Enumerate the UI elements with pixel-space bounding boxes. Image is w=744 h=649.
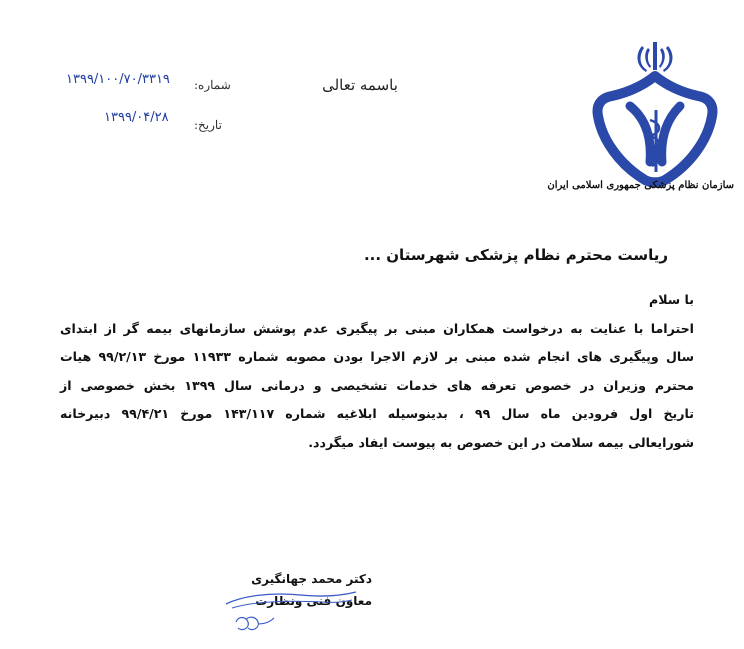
body-line: محترم وزیران در خصوص تعرفه های خدمات تشخیصی و درمانی سال ۱۳۹۹ بخش خصوصی از: [60, 377, 694, 393]
signatory-name: دکتر محمد جهانگیری: [251, 572, 372, 586]
number-value: ۱۳۹۹/۱۰۰/۷۰/۳۳۱۹: [66, 72, 170, 87]
body-line: سال وپیگیری های انجام شده مبنی بر لازم الاجرا بودن مصوبه شماره ۱۱۹۳۳ مورخ ۹۹/۲/۱۳ هیات: [60, 349, 694, 364]
body-line: تاریخ اول فرودین ماه سال ۹۹ ، بدینوسیله ابلاغیه شماره ۱۴۳/۱۱۷ مورخ ۹۹/۴/۲۱ دبیرخانه: [60, 406, 694, 421]
basmala: باسمه تعالی: [322, 76, 398, 94]
organization-logo-icon: [590, 40, 720, 200]
number-label: شماره:: [194, 78, 231, 92]
date-label: تاریخ:: [194, 118, 222, 132]
organization-caption: سازمان نظام پزشکی جمهوری اسلامی ایران: [547, 180, 734, 191]
handwritten-signature: [222, 578, 362, 638]
greeting: با سلام: [648, 292, 694, 307]
body-line: شورایعالی بیمه سلامت در این خصوص به پیوست ایفاد میگردد.: [308, 434, 694, 450]
body-line: احتراما با عنایت به درخواست همکاران مبنی بر پیگیری عدم پوشش سازمانهای بیمه گر از ابتدای: [60, 320, 694, 336]
signatory-title: معاون فنی ونظارت: [255, 594, 372, 608]
letter-body: [60, 286, 694, 457]
addressee: ریاست محترم نظام پزشکی شهرستان ...: [363, 246, 668, 264]
date-value: ۱۳۹۹/۰۴/۲۸: [104, 110, 169, 125]
